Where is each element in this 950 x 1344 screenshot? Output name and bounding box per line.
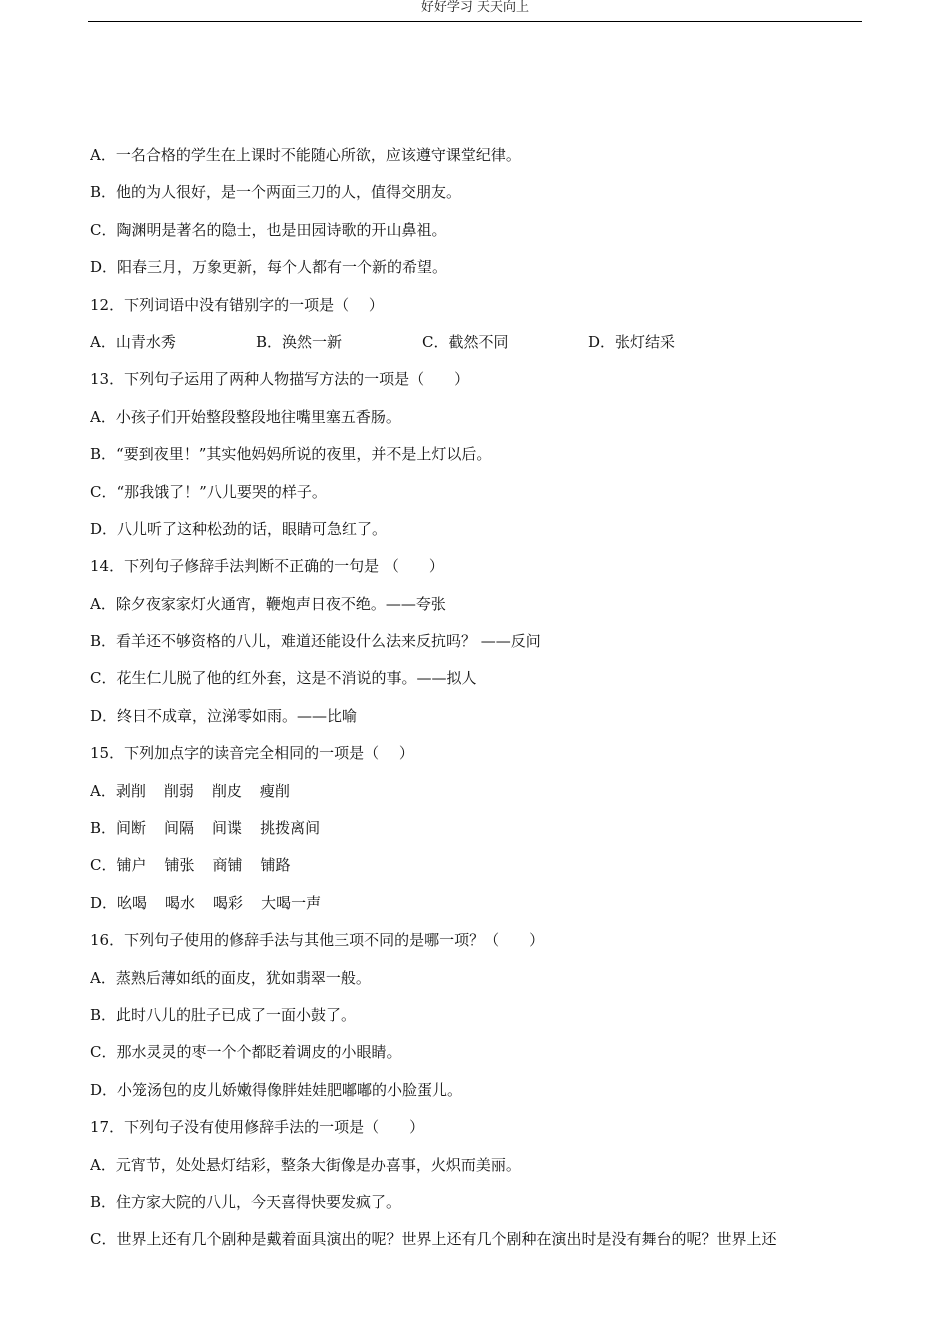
q13-option-c: C．“那我饿了！”八儿要哭的样子。 [90,482,327,501]
q12-options [90,330,860,367]
q12-option-c: C．截然不同 [422,332,509,351]
q17-option-a: A．元宵节，处处悬灯结彩，整条大街像是办喜事，火炽而美丽。 [90,1155,521,1174]
q15-option-a [90,779,860,816]
q15-b-word-2: 间隔 [164,819,195,838]
q16-stem: 16．下列句子使用的修辞手法与其他三项不同的是哪一项？（ ） [90,931,545,950]
q13-option-a: A．小孩子们开始整段整段地往嘴里塞五香肠。 [90,407,401,426]
q15-option-d [90,891,860,928]
q15-d-word-2: 喝水 [165,893,196,912]
q17-option-b: B．住方家大院的八儿，今天喜得快要发疯了。 [90,1192,402,1211]
q13-option-b: B．“要到夜里！”其实他妈妈所说的夜里，并不是上灯以后。 [90,445,492,464]
q17-stem: 17．下列句子没有使用修辞手法的一项是（ ） [90,1118,425,1137]
q16-option-b: B．此时八儿的肚子已成了一面小鼓了。 [90,1005,357,1024]
q15-c-word-1: C．铺户 [90,856,147,875]
q14-stem: 14．下列句子修辞手法判断不正确的一句是 （ ） [90,557,444,576]
q14-option-c: C．花生仁儿脱了他的红外套，这是不消说的事。——拟人 [90,669,477,688]
q12-option-a: A．山青水秀 [90,332,176,351]
q16-option-d: D．小笼汤包的皮儿娇嫩得像胖娃娃肥嘟嘟的小脸蛋儿。 [90,1080,463,1099]
q15-a-word-2: 削弱 [163,781,194,800]
q12-option-b: B．涣然一新 [256,332,343,351]
q17-option-c: C．世界上还有几个剧种是戴着面具演出的呢？世界上还有几个剧种在演出时是没有舞台的呢？世界上还 [90,1230,777,1249]
q14-option-b: B．看羊还不够资格的八儿，难道还能设什么法来反抗吗？ ——反问 [90,632,541,651]
q12-stem: 12．下列词语中没有错别字的一项是（ ） [90,295,384,314]
header-slogan: 好好学习 天天向上 [420,0,530,15]
q13-stem: 13．下列句子运用了两种人物描写方法的一项是（ ） [90,370,470,389]
q13-option-d: D．八儿听了这种松劲的话，眼睛可急红了。 [90,519,388,538]
q12-option-d: D．张灯结采 [588,332,676,351]
q15-a-word-4: 瘦削 [259,781,290,800]
q15-b-word-1: B．间断 [90,819,147,838]
q15-b-word-4: 挑拨离间 [260,819,321,838]
q15-option-c [90,853,860,890]
q16-option-c: C．那水灵灵的枣一个个都眨着调皮的小眼睛。 [90,1043,402,1062]
q11-option-a: A．一名合格的学生在上课时不能随心所欲，应该遵守课堂纪律。 [90,146,521,164]
q15-d-word-3: 喝彩 [213,893,244,912]
q11-option-b: B．他的为人很好，是一个两面三刀的人，值得交朋友。 [90,183,462,202]
page-header [88,0,862,22]
q15-a-word-3: 削皮 [211,781,242,800]
q15-option-b [90,816,860,853]
q11-option-c: C．陶渊明是著名的隐士，也是田园诗歌的开山鼻祖。 [90,220,447,239]
q15-c-word-4: 铺路 [260,856,291,875]
q16-option-a: A．蒸熟后薄如纸的面皮，犹如翡翠一般。 [90,968,371,987]
q11-option-d: D．阳春三月，万象更新，每个人都有一个新的希望。 [90,258,448,277]
q14-option-d: D．终日不成章，泣涕零如雨。——比喻 [90,706,358,725]
q15-b-word-3: 间谍 [212,819,243,838]
q15-stem: 15．下列加点字的读音完全相同的一项是（ ） [90,744,414,763]
q14-option-a: A．除夕夜家家灯火通宵，鞭炮声日夜不绝。——夸张 [90,594,446,613]
q15-d-word-4: 大喝一声 [261,893,322,912]
q15-a-word-1: A．剥削 [90,781,146,800]
q15-c-word-3: 商铺 [212,856,243,875]
q15-c-word-2: 铺张 [164,856,195,875]
question-list [90,143,860,1265]
q15-d-word-1: D．吆喝 [90,893,148,912]
